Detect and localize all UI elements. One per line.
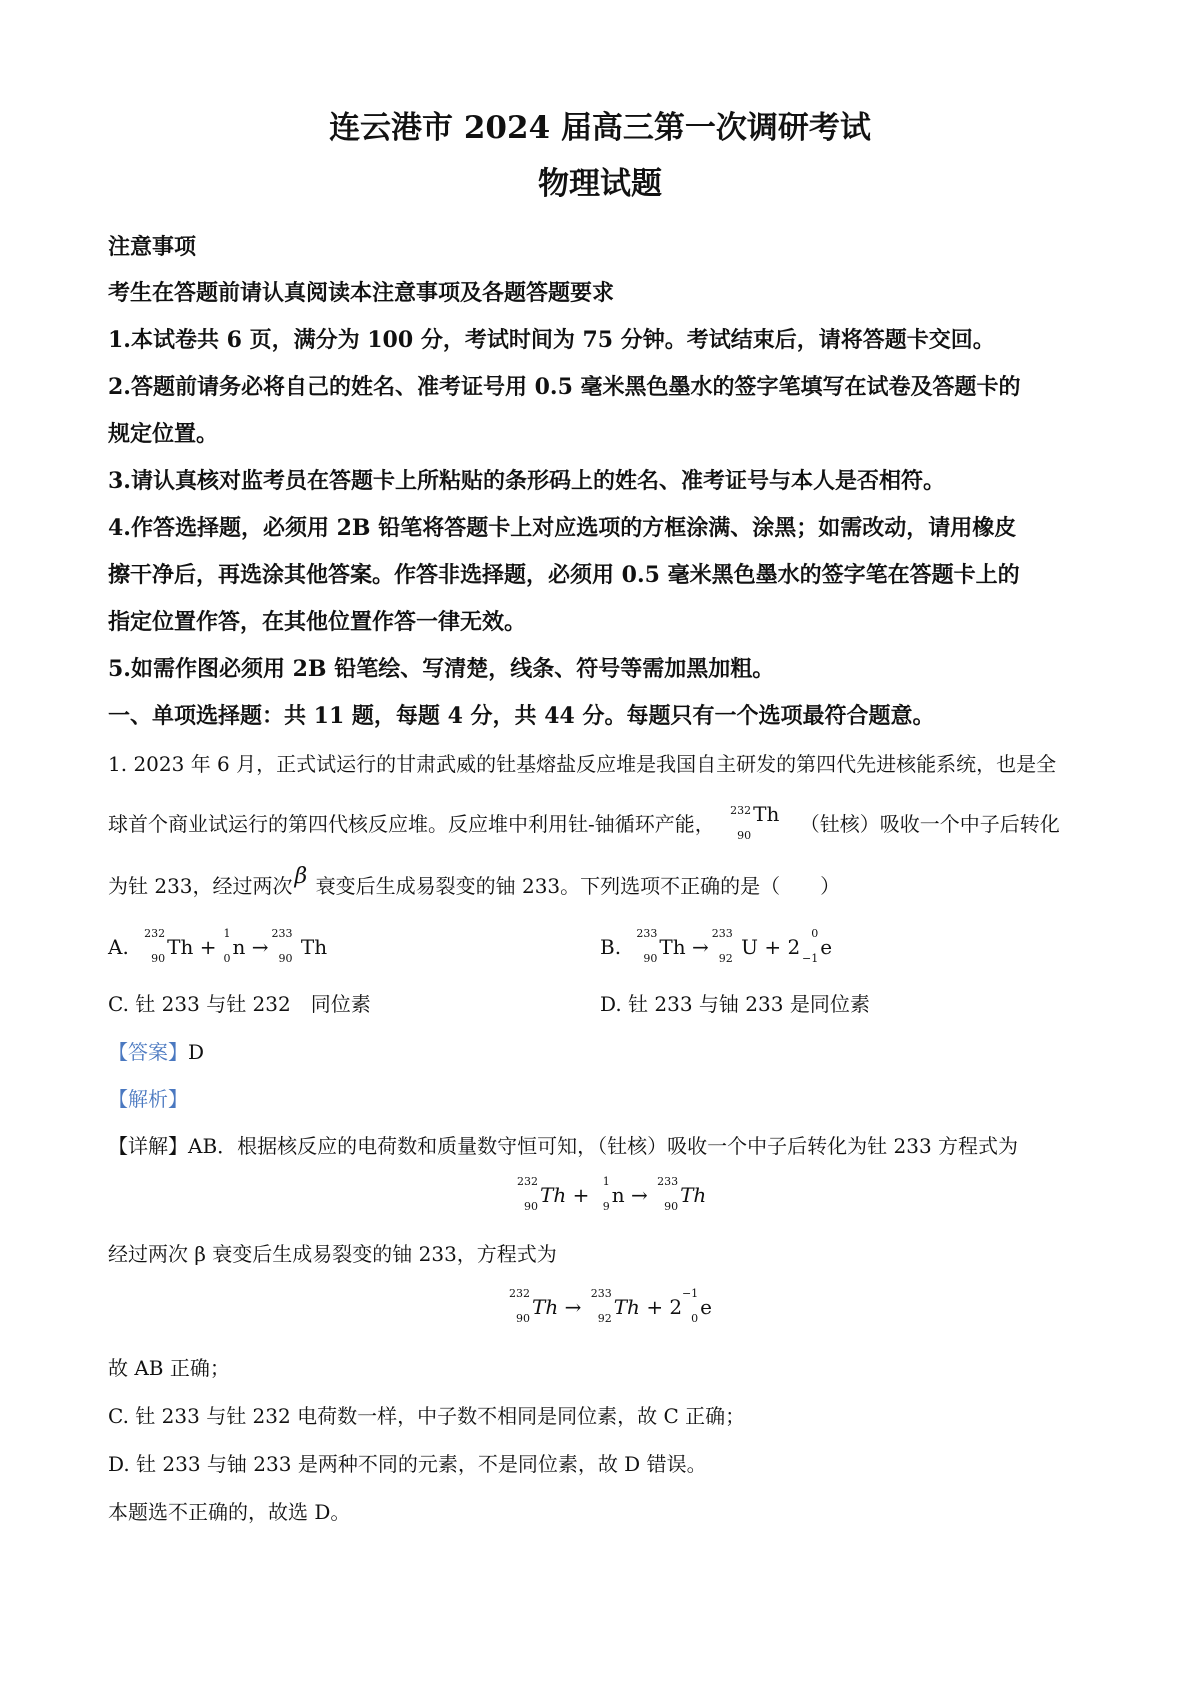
nuclide-th232: 232 90	[509, 1287, 530, 1325]
notice-item: 擦干净后，再选涂其他答案。作答非选择题，必须用 0.5 毫米黑色墨水的签字笔在答题卡上的	[108, 562, 1020, 588]
question-text-part: 为钍 233，经过两次	[108, 874, 293, 898]
analysis-text: 经过两次 β 衰变后生成易裂变的铀 233，方程式为	[108, 1242, 557, 1266]
solution-equation-1	[514, 1175, 707, 1213]
question-text-part: （钍核）吸收一个中子后转化	[799, 812, 1060, 836]
nuclide-symbol: e	[700, 1295, 712, 1319]
analysis-text: 故 AB 正确；	[108, 1356, 230, 1380]
question-text: 1. 2023 年 6 月，正式试运行的甘肃武威的钍基熔盐反应堆是我国自主研发的第四代先进核能系统，也是全	[108, 752, 1057, 776]
nuclide-symbol: e	[820, 935, 833, 959]
option-a[interactable]	[108, 927, 328, 965]
nuclide-symbol: Th	[540, 1183, 567, 1207]
nuclide-neutron: 1 9	[602, 1175, 610, 1213]
nuclide-u233: 233 92	[711, 927, 733, 965]
notice-item: 4.作答选择题，必须用 2B 铅笔将答题卡上对应选项的方框涂满、涂黑；如需改动，请用橡皮	[108, 515, 1017, 541]
nuclide-symbol: Th	[753, 802, 780, 826]
option-d[interactable]: D. 钍 233 与铀 233 是同位素	[600, 992, 870, 1016]
nuclide-symbol: Th	[167, 935, 194, 959]
nuclide-th232: 232 90	[517, 1175, 538, 1213]
notice-intro: 考生在答题前请认真阅读本注意事项及各题答题要求	[108, 280, 615, 306]
question-text-part: 球首个商业试运行的第四代核反应堆。反应堆中利用钍-铀循环产能，	[108, 812, 715, 836]
plus-sign: +	[199, 935, 217, 959]
option-label: B.	[600, 935, 622, 959]
arrow: →	[630, 1183, 648, 1207]
option-c[interactable]: C. 钍 233 与钍 232 同位素	[108, 992, 371, 1016]
nuclide-th233-92: 233 92	[590, 1287, 612, 1325]
arrow: →	[692, 935, 709, 959]
answer-label: 【答案】	[108, 1040, 188, 1064]
answer-value: D	[188, 1040, 205, 1064]
notice-item: 5.如需作图必须用 2B 铅笔绘、写清楚，线条、符号等需加黑加粗。	[108, 656, 775, 682]
analysis-conclusion: 本题选不正确的，故选 D。	[108, 1500, 351, 1524]
nuclide-symbol: n	[611, 1183, 625, 1207]
nuclide-symbol: Th	[532, 1295, 559, 1319]
arrow: →	[251, 935, 269, 959]
coefficient: 2	[787, 935, 801, 959]
notice-heading: 注意事项	[108, 234, 197, 260]
nuclide-th233: 233 90	[636, 927, 658, 965]
analysis-text: C. 钍 233 与钍 232 电荷数一样，中子数不相同是同位素，故 C 正确；	[108, 1404, 746, 1428]
nuclide-th233: 233 90	[271, 927, 293, 965]
beta-symbol: β	[294, 864, 308, 889]
notice-item: 规定位置。	[108, 421, 219, 447]
page-title: 连云港市 2024 届高三第一次调研考试	[329, 110, 871, 146]
analysis-label: 【解析】	[108, 1087, 188, 1111]
nuclide-electron: 0 −1	[802, 927, 819, 965]
question-text	[108, 864, 841, 899]
plus-sign: +	[764, 935, 782, 959]
plus-coefficient: + 2	[646, 1295, 683, 1319]
nuclide-electron: −1 0	[681, 1287, 699, 1325]
question-text-part: 衰变后生成易裂变的铀 233。下列选项不正确的是（ ）	[315, 874, 841, 898]
nuclide-neutron: 1 0	[223, 927, 231, 965]
nuclide-symbol: Th	[300, 935, 328, 959]
analysis-text: D. 钍 233 与铀 233 是两种不同的元素，不是同位素，故 D 错误。	[108, 1452, 707, 1476]
notice-item: 2.答题前请务必将自己的姓名、准考证号用 0.5 毫米黑色墨水的签字笔填写在试卷及答题卡的	[108, 374, 1021, 400]
question-text	[108, 802, 1060, 842]
option-label: A.	[108, 935, 129, 959]
solution-equation-2	[506, 1287, 712, 1325]
notice-item: 3.请认真核对监考员在答题卡上所粘贴的条形码上的姓名、准考证号与本人是否相符。	[108, 468, 945, 494]
nuclide-th232: 232 90	[144, 927, 166, 965]
analysis-detail: 【详解】AB．根据核反应的电荷数和质量数守恒可知，（钍核）吸收一个中子后转化为钍 233 方程式为	[108, 1134, 1019, 1158]
nuclide-symbol: n	[232, 935, 246, 959]
plus-sign: +	[572, 1183, 590, 1207]
nuclide-symbol: Th	[680, 1183, 707, 1207]
arrow: →	[564, 1295, 582, 1319]
nuclide-symbol: Th	[613, 1295, 640, 1319]
notice-item: 1.本试卷共 6 页，满分为 100 分，考试时间为 75 分钟。考试结束后，请将答题卡交回。	[108, 327, 995, 353]
nuclide-symbol: Th	[659, 935, 686, 959]
section-heading: 一、单项选择题：共 11 题，每题 4 分，共 44 分。每题只有一个选项最符合题意。	[108, 703, 935, 729]
nuclide-th233: 233 90	[657, 1175, 679, 1213]
nuclide-th232: 232 90	[730, 804, 752, 842]
notice-item: 指定位置作答，在其他位置作答一律无效。	[108, 609, 527, 635]
page-subtitle: 物理试题	[538, 166, 662, 202]
option-b[interactable]	[600, 927, 833, 965]
nuclide-symbol: U	[741, 935, 758, 959]
answer-line	[108, 1036, 204, 1065]
